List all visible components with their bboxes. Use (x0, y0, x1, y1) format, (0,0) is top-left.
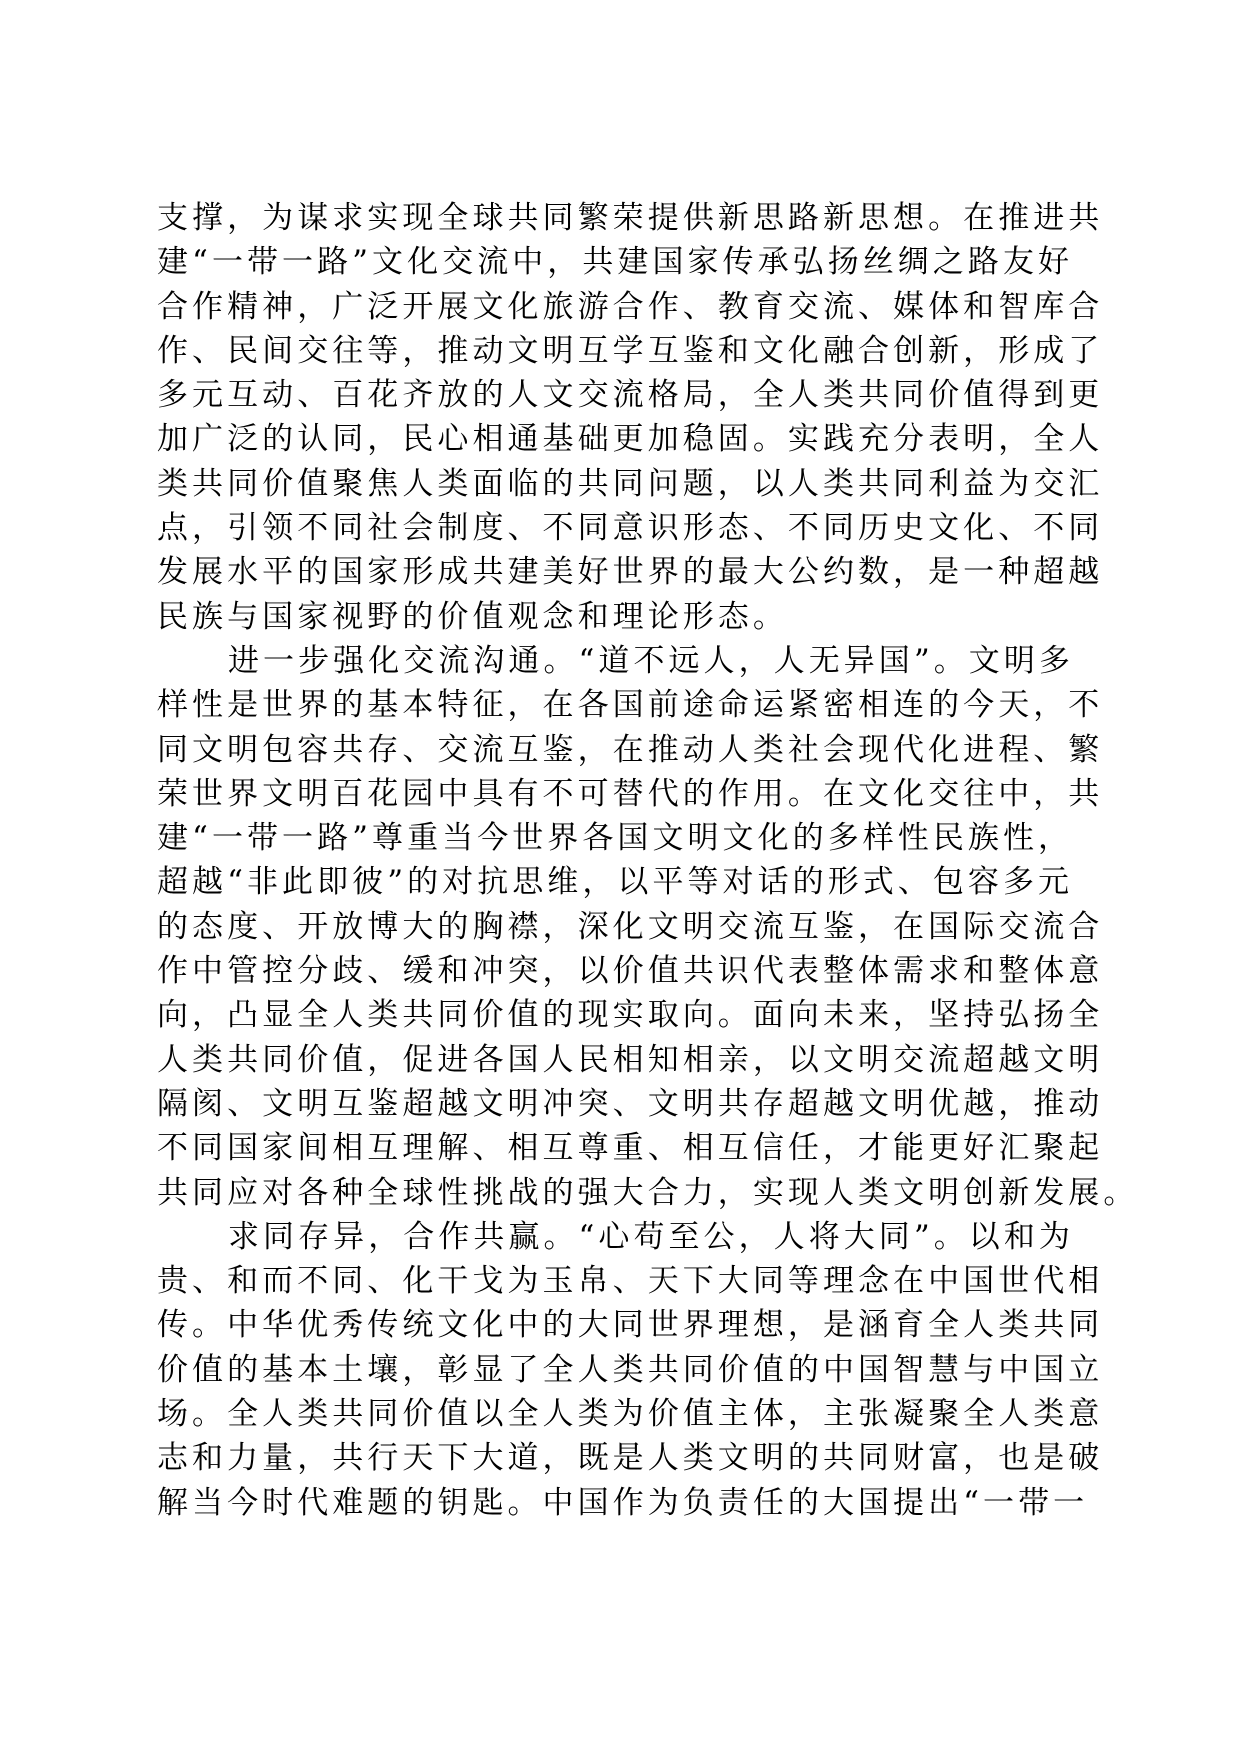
text-line: 发展水平的国家形成共建美好世界的最大公约数，是一种超越 (157, 554, 1104, 591)
text-line: 人类共同价值，促进各国人民相知相亲，以文明交流超越文明 (157, 1041, 1104, 1078)
text-line: 多元互动、百花齐放的人文交流格局，全人类共同价值得到更 (157, 377, 1104, 414)
text-line: 样性是世界的基本特征，在各国前途命运紧密相连的今天，不 (157, 687, 1104, 724)
text-line: 不同国家间相互理解、相互尊重、相互信任，才能更好汇聚起 (157, 1130, 1104, 1167)
text-line: 建“一带一路”尊重当今世界各国文明文化的多样性民族性， (157, 820, 1074, 857)
text-line: 贵、和而不同、化干戈为玉帛、天下大同等理念在中国世代相 (157, 1263, 1104, 1300)
paragraph-first-line: 求同存异，合作共赢。“心苟至公，人将大同”。以和为 (228, 1218, 1074, 1255)
text-line: 的态度、开放博大的胸襟，深化文明交流互鉴，在国际交流合 (157, 908, 1104, 945)
text-line: 合作精神，广泛开展文化旅游合作、教育交流、媒体和智库合 (157, 288, 1104, 325)
body-text (157, 196, 1139, 1525)
text-line: 隔阂、文明互鉴超越文明冲突、文明共存超越文明优越，推动 (157, 1085, 1104, 1122)
text-line: 向，凸显全人类共同价值的现实取向。面向未来，坚持弘扬全 (157, 997, 1104, 1034)
text-line: 超越“非此即彼”的对抗思维，以平等对话的形式、包容多元 (157, 864, 1074, 901)
text-line: 类共同价值聚焦人类面临的共同问题，以人类共同利益为交汇 (157, 465, 1104, 502)
text-line: 场。全人类共同价值以全人类为价值主体，主张凝聚全人类意 (157, 1396, 1104, 1433)
text-line: 传。中华优秀传统文化中的大同世界理想，是涵育全人类共同 (157, 1307, 1104, 1344)
paragraph-first-line: 进一步强化交流沟通。“道不远人，人无异国”。文明多 (228, 642, 1074, 679)
text-line: 共同应对各种全球性挑战的强大合力，实现人类文明创新发展。 (157, 1174, 1139, 1211)
text-line: 作、民间交往等，推动文明互学互鉴和文化融合创新，形成了 (157, 332, 1104, 369)
text-line: 加广泛的认同，民心相通基础更加稳固。实践充分表明，全人 (157, 421, 1104, 458)
text-line: 点，引领不同社会制度、不同意识形态、不同历史文化、不同 (157, 510, 1104, 547)
text-line: 支撑，为谋求实现全球共同繁荣提供新思路新思想。在推进共 (157, 200, 1104, 236)
text-line: 荣世界文明百花园中具有不可替代的作用。在文化交往中，共 (157, 775, 1104, 812)
text-line: 民族与国家视野的价值观念和理论形态。 (157, 598, 788, 635)
text-line: 作中管控分歧、缓和冲突，以价值共识代表整体需求和整体意 (157, 953, 1104, 990)
text-line: 建“一带一路”文化交流中，共建国家传承弘扬丝绸之路友好 (157, 244, 1074, 281)
text-line: 解当今时代难题的钥匙。中国作为负责任的大国提出“一带一 (157, 1484, 1089, 1521)
text-line: 志和力量，共行天下大道，既是人类文明的共同财富，也是破 (157, 1440, 1104, 1477)
text-line: 同文明包容共存、交流互鉴，在推动人类社会现代化进程、繁 (157, 731, 1104, 768)
text-line: 价值的基本土壤，彰显了全人类共同价值的中国智慧与中国立 (157, 1351, 1104, 1388)
